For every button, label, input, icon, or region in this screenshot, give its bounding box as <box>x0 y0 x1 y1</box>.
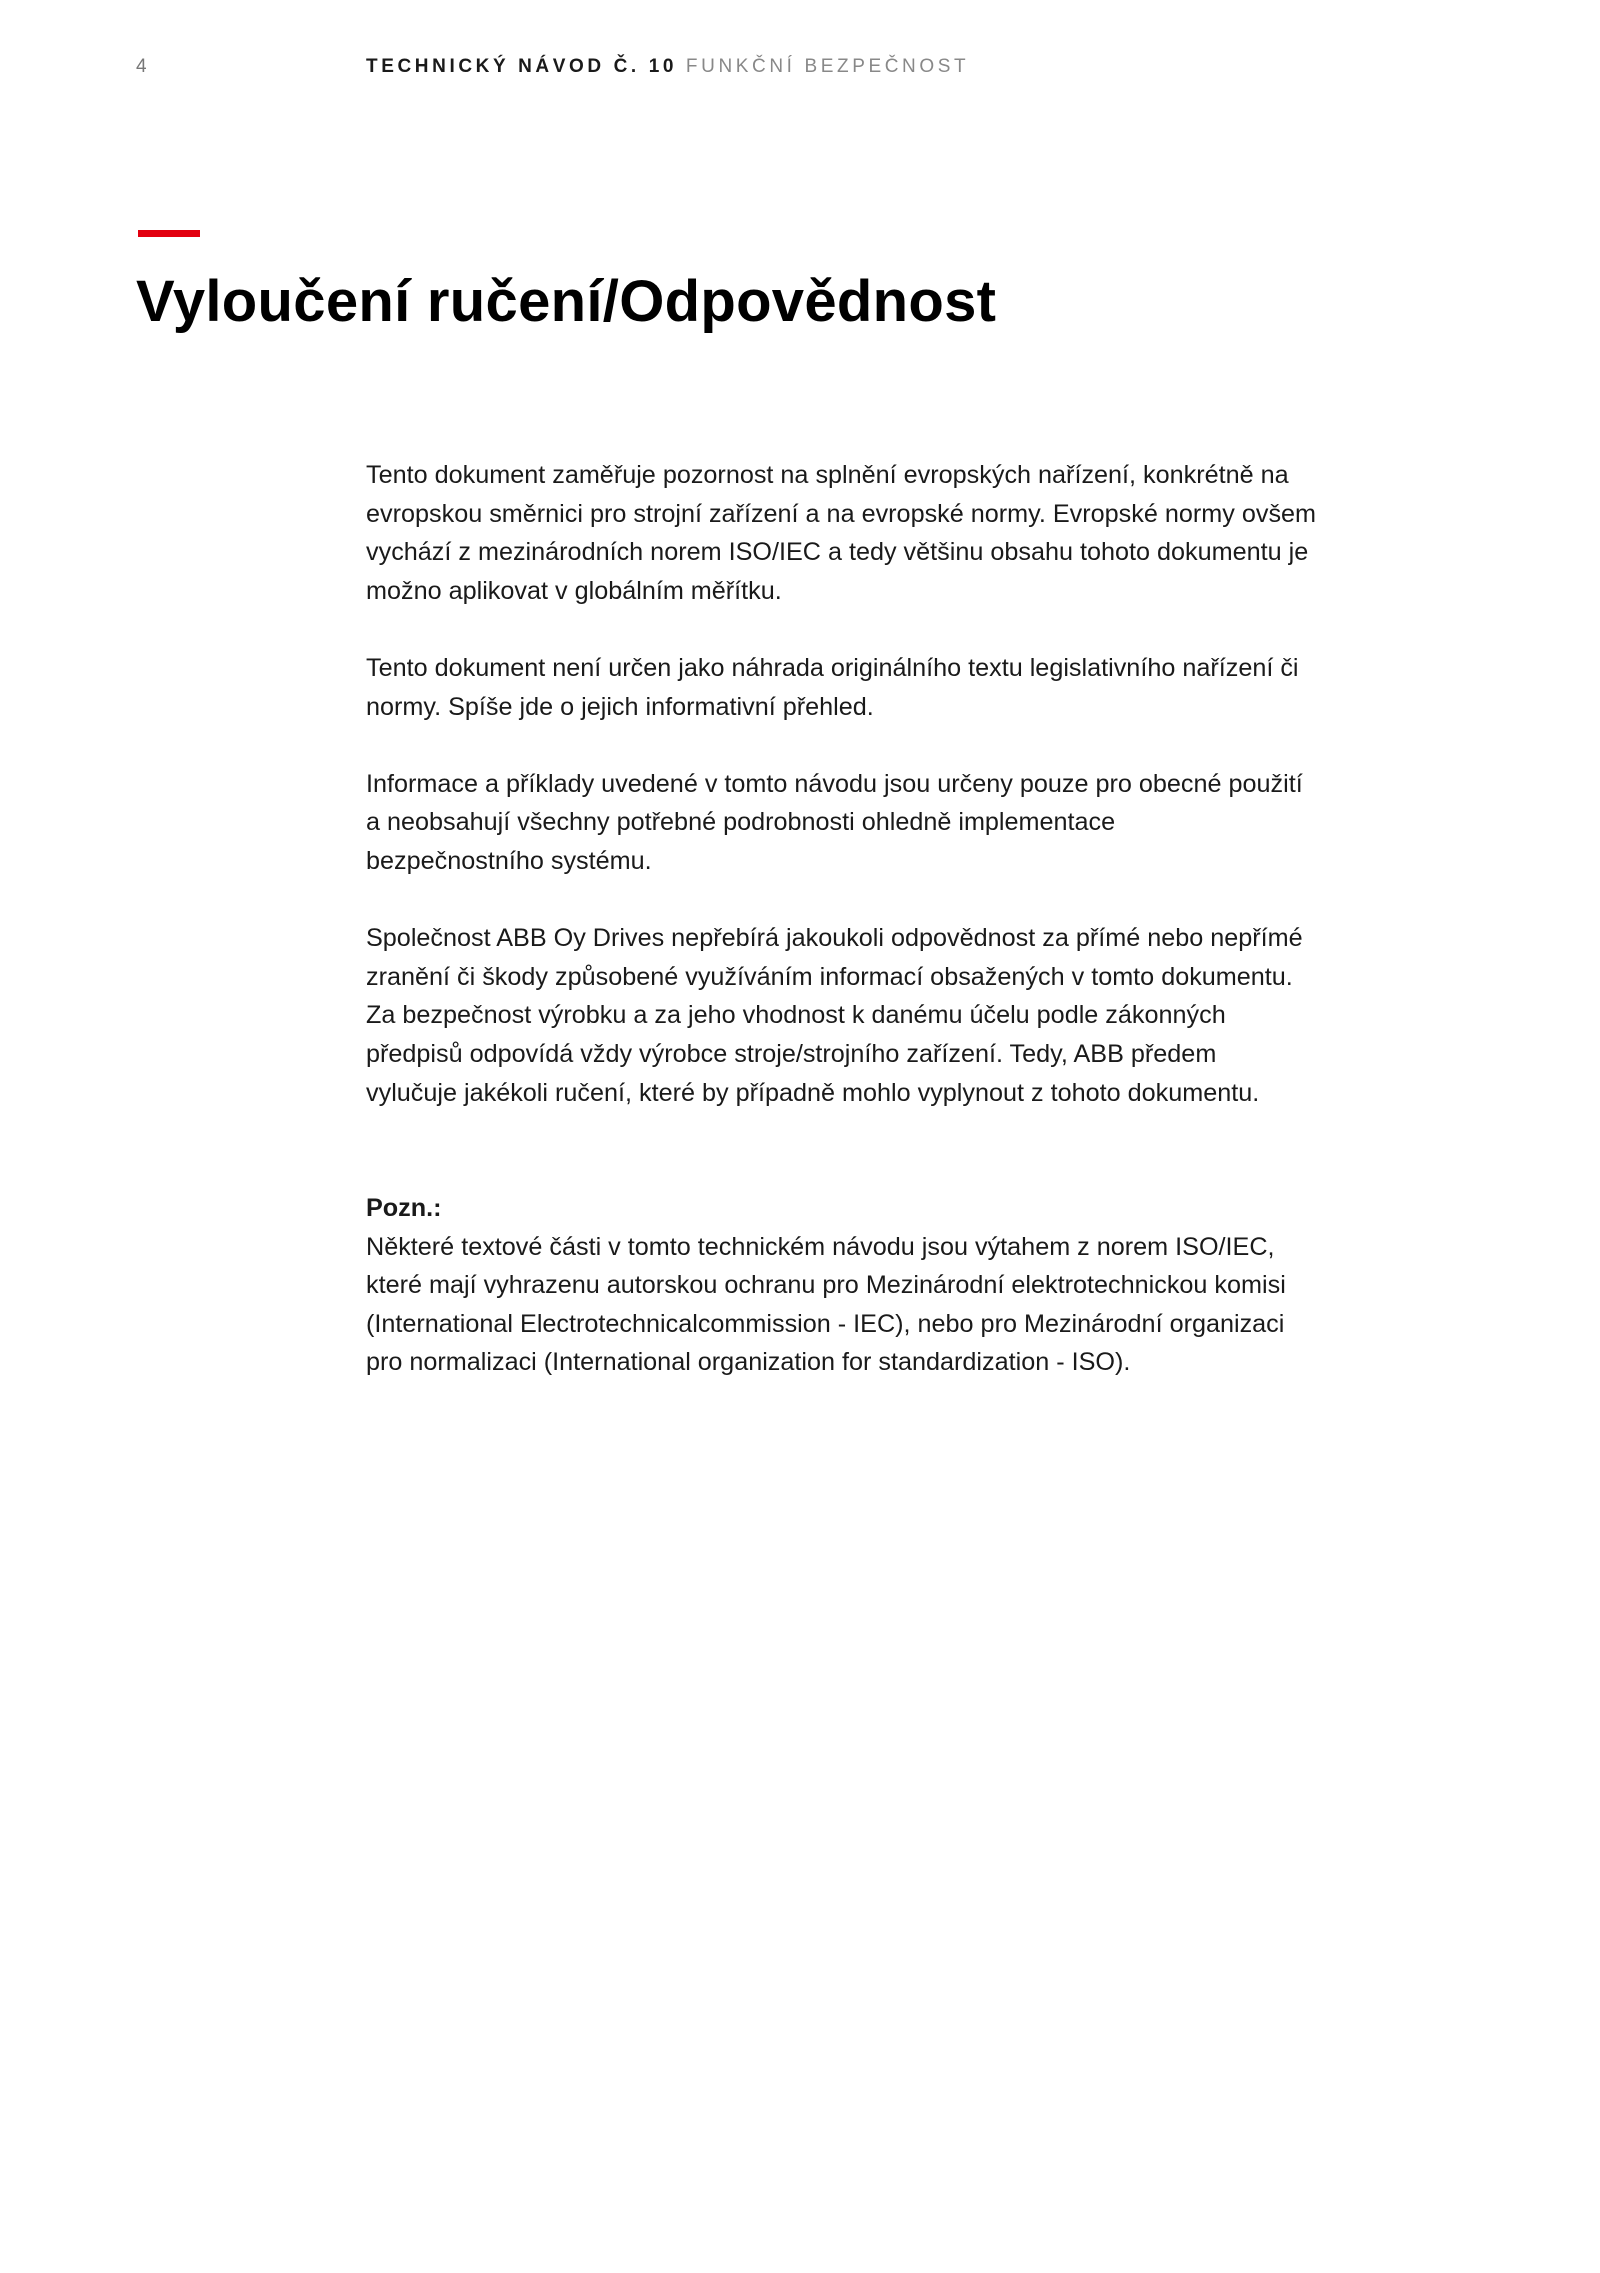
note-line: Některé textové části v tomto technickém návodu jsou výtahem z norem ISO/IEC, <box>366 1232 1275 1261</box>
header-section-title: FUNKČNÍ BEZPEČNOST <box>685 56 970 77</box>
text-line: bezpečnostního systému. <box>366 846 652 875</box>
text-line: Společnost ABB Oy Drives nepřebírá jakoukoli odpovědnost za přímé nebo nepřímé <box>366 924 1303 953</box>
note-line: pro normalizaci (International organization for standardization - ISO). <box>366 1348 1131 1377</box>
body-text <box>366 456 1486 1382</box>
text-line: vychází z mezinárodních norem ISO/IEC a tedy většinu obsahu tohoto dokumentu je <box>366 538 1309 567</box>
text-line: předpisů odpovídá vždy výrobce stroje/strojního zařízení. Tedy, ABB předem <box>366 1039 1217 1068</box>
text-line: Za bezpečnost výrobku a za jeho vhodnost k danému účelu podle zákonných <box>366 1001 1226 1030</box>
running-header <box>366 56 969 78</box>
text-line: Tento dokument není určen jako náhrada originálního textu legislativního nařízení či <box>366 653 1299 682</box>
text-line: vylučuje jakékoli ručení, které by případně mohlo vyplynout z tohoto dokumentu. <box>366 1078 1260 1107</box>
note-line: (International Electrotechnicalcommission - IEC), nebo pro Mezinárodní organizaci <box>366 1309 1285 1338</box>
text-line: Informace a příklady uvedené v tomto návodu jsou určeny pouze pro obecné použití <box>366 769 1303 798</box>
page-number: 4 <box>136 56 147 77</box>
paragraph <box>366 456 1486 610</box>
note-line: které mají vyhrazenu autorskou ochranu pro Mezinárodní elektrotechnickou komisi <box>366 1271 1286 1300</box>
note-label: Pozn.: <box>366 1194 442 1223</box>
text-line: zranění či škody způsobené využíváním informací obsažených v tomto dokumentu. <box>366 962 1293 991</box>
paragraph <box>366 649 1486 726</box>
page-title: Vyloučení ručení/Odpovědnost <box>136 269 997 334</box>
text-line: evropskou směrnici pro strojní zařízení a na evropské normy. Evropské normy ovšem <box>366 499 1317 528</box>
text-line: normy. Spíše jde o jejich informativní přehled. <box>366 692 874 721</box>
paragraph <box>366 919 1486 1112</box>
accent-bar <box>138 230 200 237</box>
text-line: možno aplikovat v globálním měřítku. <box>366 576 782 605</box>
text-line: Tento dokument zaměřuje pozornost na splnění evropských nařízení, konkrétně na <box>366 461 1289 489</box>
paragraph <box>366 765 1486 881</box>
note <box>366 1189 1486 1382</box>
text-line: a neobsahují všechny potřebné podrobnosti ohledně implementace <box>366 808 1116 837</box>
header-document-title: TECHNICKÝ NÁVOD Č. 10 <box>366 56 678 77</box>
